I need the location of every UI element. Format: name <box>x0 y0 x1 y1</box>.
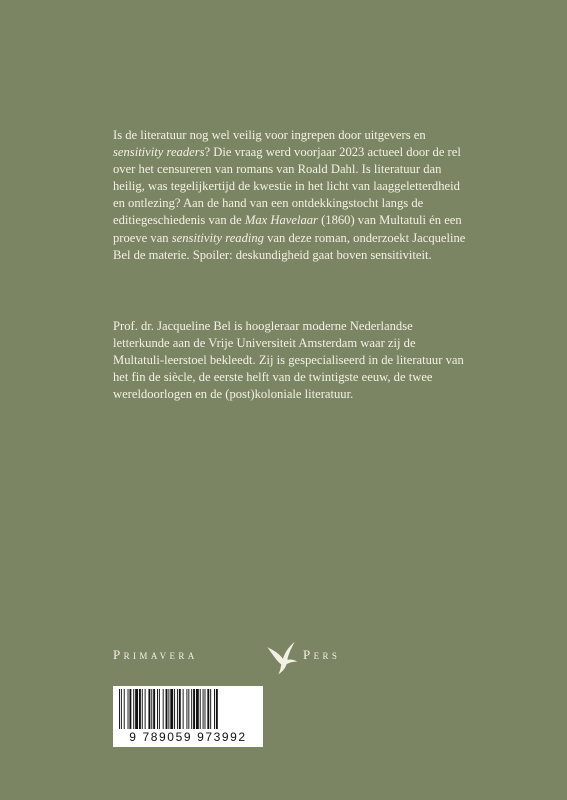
blurb-italic-term: sensitivity readers <box>113 145 205 160</box>
barcode-bar <box>196 689 199 729</box>
barcode-bar <box>214 689 215 729</box>
barcode-bar <box>207 689 209 729</box>
barcode-bar <box>170 689 173 729</box>
barcode-bar <box>151 689 152 729</box>
author-bio-paragraph: Prof. dr. Jacqueline Bel is hoogleraar moderne Nederlandse letterkunde aan de Vrije Universiteit Amsterdam waar zij de Multatuli-leerstoel bekleedt. Zij is gespecialiseerd in de literatuur van het fin de siècle, de eerste helft van de twintigste eeuw, de twee wereldoorlogen en de (post)koloniale literatuur. <box>113 319 464 402</box>
barcode <box>113 686 263 747</box>
blurb-italic-term: sensitivity reading <box>171 230 264 245</box>
blurb-text <box>113 127 468 281</box>
barcode-bar <box>177 689 178 729</box>
barcode-bar <box>191 689 192 729</box>
barcode-bar <box>124 689 125 729</box>
blurb-segment: (1860) van Multatuli én een proeve van <box>113 213 462 245</box>
barcode-bar <box>188 689 189 729</box>
barcode-bar <box>163 689 164 729</box>
barcode-bar <box>205 689 206 729</box>
publisher-logo <box>113 640 453 680</box>
barcode-bar <box>166 689 168 729</box>
barcode-bar <box>200 689 201 729</box>
barcode-bar <box>159 689 160 729</box>
barcode-bars <box>119 689 257 729</box>
barcode-bar <box>119 689 120 729</box>
barcode-bar <box>168 689 169 729</box>
barcode-bar <box>129 689 131 729</box>
barcode-bar <box>142 689 143 729</box>
isbn-number: 9 789059 973992 <box>129 730 247 744</box>
blurb-segment: Is de literatuur nog wel veilig voor ingrepen door uitgevers en <box>113 128 426 142</box>
blurb-italic-title: Max Havelaar <box>244 213 318 228</box>
blurb-paragraph <box>113 127 468 264</box>
barcode-bar <box>145 689 146 729</box>
barcode-bar <box>157 689 158 729</box>
barcode-bar <box>183 689 184 729</box>
barcode-bar <box>186 689 187 729</box>
barcode-bar <box>174 689 175 729</box>
barcode-bar <box>135 689 138 729</box>
barcode-bar <box>133 689 134 729</box>
barcode-bar <box>203 689 204 729</box>
author-bio <box>113 318 468 403</box>
blurb-segment: van deze roman, onderzoekt Jacqueline Bel de materie. Spoiler: deskundigheid gaat boven sensitiviteit. <box>113 230 466 262</box>
barcode-bar <box>210 689 211 729</box>
barcode-bar <box>153 689 155 729</box>
barcode-bar <box>179 689 181 729</box>
swallow-bird-icon <box>264 640 300 676</box>
publisher-name-left: Primavera <box>113 647 198 662</box>
barcode-bar <box>139 689 141 729</box>
blurb-segment: ? Die vraag werd voorjaar 2023 actueel door de rel over het censureren van romans van Roald Dahl. Is literatuur dan heilig, was tegelijkertijd de kwestie in het licht van laaggeletterdheid en ontlezing? Aan de hand van een ontdekkingstocht langs de editiegeschiedenis van de <box>113 145 461 228</box>
barcode-bar <box>193 689 195 729</box>
barcode-bar <box>216 689 218 729</box>
barcode-bar <box>121 689 122 729</box>
barcode-bar <box>128 689 129 729</box>
publisher-name-right: Pers <box>303 647 341 662</box>
barcode-bar <box>148 689 150 729</box>
